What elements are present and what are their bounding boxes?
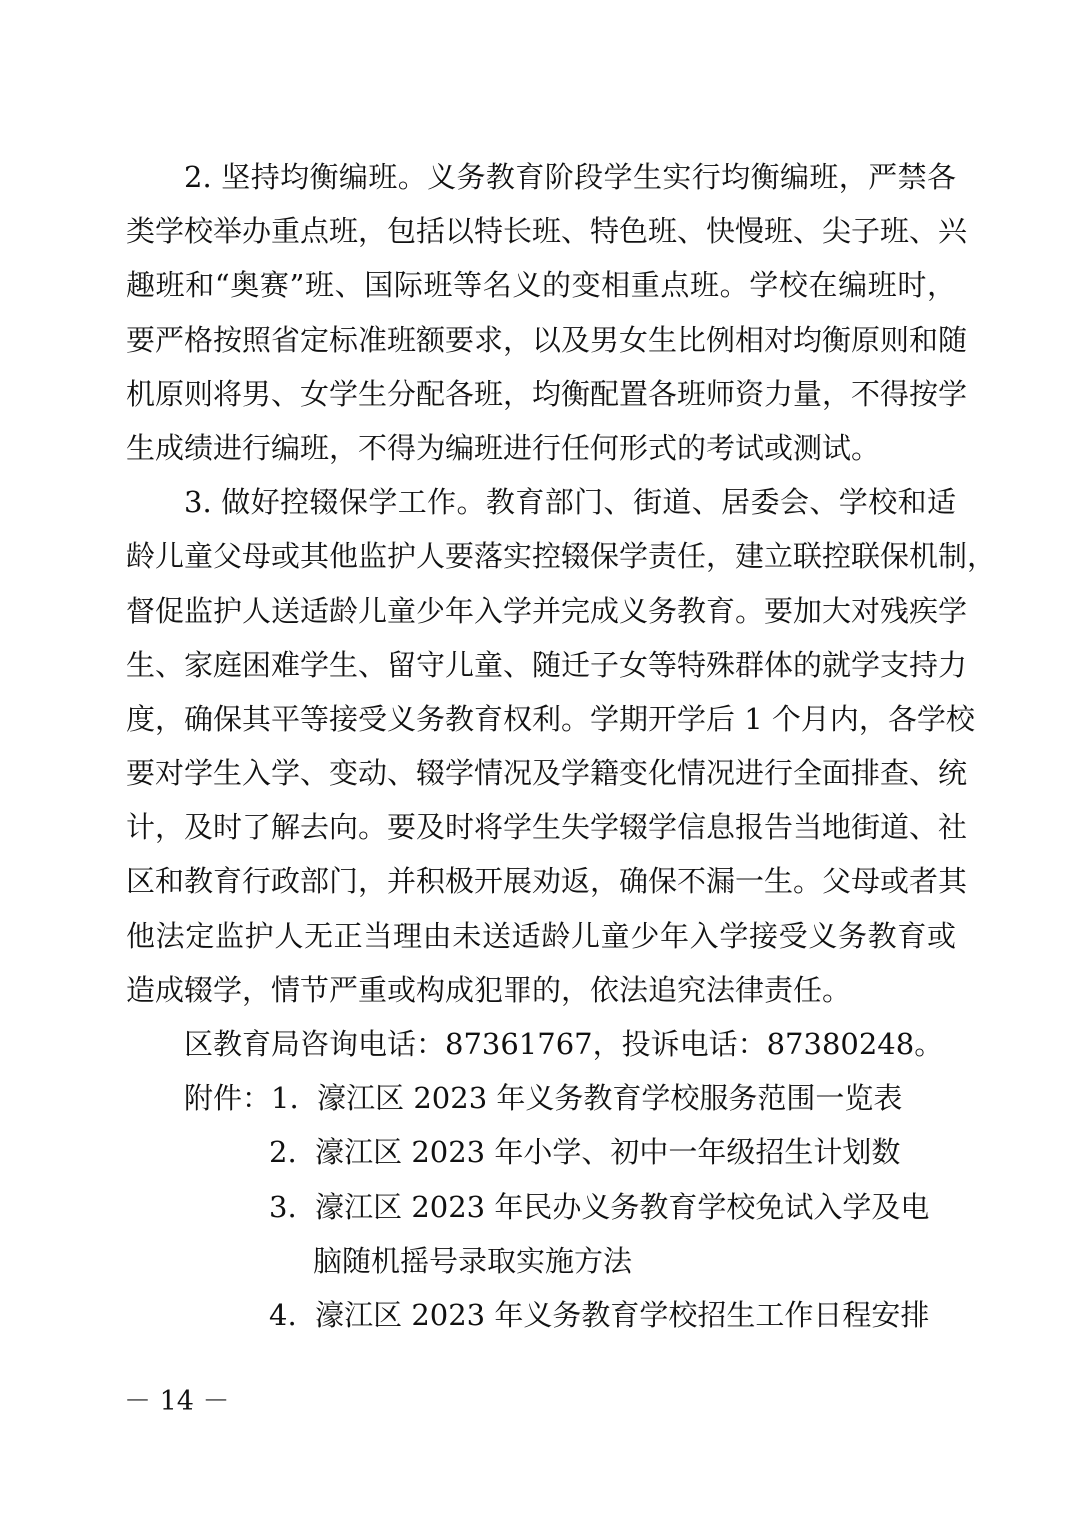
paragraph-line: 2. 坚持均衡编班。义务教育阶段学生实行均衡编班，严禁各 — [184, 160, 956, 194]
paragraph-line: 要严格按照省定标准班额要求，以及男女生比例相对均衡原则和随 — [126, 322, 968, 357]
contact-line: 区教育局咨询电话：87361767，投诉电话：87380248。 — [184, 1027, 944, 1061]
paragraph-line: 龄儿童父母或其他监护人要落实控辍保学责任，建立联控联保机制， — [126, 539, 997, 574]
attachment-title: 濠江区 2023 年小学、初中一年级招生计划数 — [315, 1135, 901, 1170]
attachment-item-3-continuation: 脑随机摇号录取实施方法 — [313, 1243, 633, 1278]
attachment-number: 4. — [269, 1297, 297, 1332]
paragraph-line: 类学校举办重点班，包括以特长班、特色班、快慢班、尖子班、兴 — [126, 214, 968, 249]
paragraph-line: 要对学生入学、变动、辍学情况及学籍变化情况进行全面排查、统 — [126, 756, 968, 791]
document-body — [126, 150, 997, 1342]
paragraph-line: 趣班和“奥赛”班、国际班等名义的变相重点班。学校在编班时， — [126, 268, 956, 303]
attachment-number: 2. — [269, 1135, 297, 1170]
attachments-label: 附件： — [184, 1081, 272, 1116]
attachment-title: 濠江区 2023 年义务教育学校服务范围一览表 — [317, 1081, 903, 1116]
attachment-item-3 — [126, 1180, 956, 1234]
paragraph-line: 生、家庭困难学生、留守儿童、随迁子女等特殊群体的就学支持力 — [126, 647, 968, 682]
paragraph-line: 区和教育行政部门，并积极开展劝返，确保不漏一生。父母或者其 — [126, 864, 968, 899]
paragraph-line: 度，确保其平等接受义务教育权利。学期开学后 1 个月内，各学校 — [126, 701, 975, 736]
paragraph-line: 造成辍学，情节严重或构成犯罪的，依法追究法律责任。 — [126, 972, 852, 1007]
attachment-number: 1. — [271, 1081, 299, 1116]
attachment-title: 濠江区 2023 年义务教育学校招生工作日程安排 — [315, 1297, 930, 1332]
paragraph-line: 计，及时了解去向。要及时将学生失学辍学信息报告当地街道、社 — [126, 810, 968, 845]
attachment-item-4 — [126, 1288, 956, 1342]
paragraph-line: 生成绩进行编班，不得为编班进行任何形式的考试或测试。 — [126, 430, 881, 465]
attachment-title: 濠江区 2023 年民办义务教育学校免试入学及电 — [315, 1189, 930, 1224]
page-number: － 14 － — [124, 1386, 230, 1417]
attachment-item-1 — [126, 1071, 956, 1125]
attachment-number: 3. — [269, 1189, 297, 1224]
paragraph-line: 机原则将男、女学生分配各班，均衡配置各班师资力量，不得按学 — [126, 376, 968, 411]
paragraph-line: 3. 做好控辍保学工作。教育部门、街道、居委会、学校和适 — [184, 485, 956, 520]
attachment-item-2 — [126, 1125, 956, 1179]
paragraph-line: 他法定监护人无正当理由未送适龄儿童少年入学接受义务教育或 — [126, 918, 956, 953]
paragraph-line: 督促监护人送适龄儿童少年入学并完成义务教育。要加大对残疾学 — [126, 593, 968, 628]
